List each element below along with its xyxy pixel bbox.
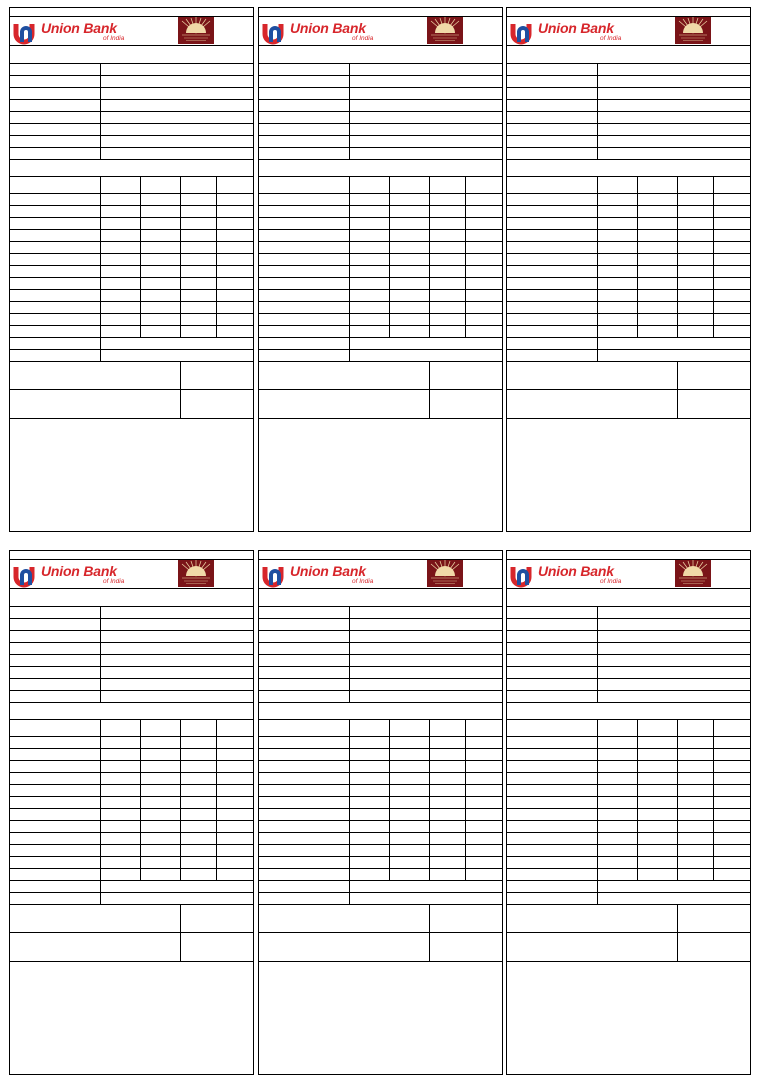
- form-row-rule: [507, 99, 750, 100]
- form-column-rule: [429, 176, 430, 337]
- form-column-rule: [713, 176, 714, 337]
- form-column-rule: [100, 176, 101, 361]
- form-column-rule: [100, 719, 101, 904]
- bank-name-sub: of India: [103, 35, 125, 42]
- form-row-rule: [10, 961, 253, 962]
- union-bank-logo-icon: [12, 561, 40, 589]
- form-row-rule: [507, 630, 750, 631]
- form-column-rule: [216, 719, 217, 880]
- form-row-rule: [259, 135, 502, 136]
- union-bank-logo-icon: [509, 561, 537, 589]
- bank-name-sub: of India: [352, 35, 374, 42]
- form-row-rule: [10, 654, 253, 655]
- form-row-rule: [10, 87, 253, 88]
- form-column-rule: [713, 719, 714, 880]
- form-row-rule: [10, 690, 253, 691]
- form-row-rule: [507, 559, 750, 560]
- form-row-rule: [259, 63, 502, 64]
- form-column-rule: [597, 606, 598, 702]
- form-column-rule: [637, 176, 638, 337]
- bank-name: Union Bank: [41, 20, 117, 36]
- form-row-rule: [10, 702, 253, 703]
- form-row-rule: [259, 389, 502, 390]
- form-row-rule: [507, 159, 750, 160]
- form-row-rule: [259, 588, 502, 589]
- form-column-rule: [349, 606, 350, 702]
- form-column-rule: [389, 719, 390, 880]
- form-column-rule: [677, 719, 678, 880]
- rising-sun-emblem-icon: [427, 559, 463, 587]
- form-row-rule: [10, 63, 253, 64]
- bank-logo: [509, 561, 643, 589]
- form-row-rule: [10, 559, 253, 560]
- deposit-slip-1: [9, 7, 254, 532]
- form-row-rule: [259, 147, 502, 148]
- bank-name: Union Bank: [41, 563, 117, 579]
- bank-name: Union Bank: [290, 563, 366, 579]
- form-row-rule: [259, 904, 502, 905]
- bank-name: Union Bank: [290, 20, 366, 36]
- form-column-rule: [429, 904, 430, 961]
- form-row-rule: [507, 666, 750, 667]
- bank-name-sub: of India: [600, 578, 622, 585]
- form-row-rule: [10, 389, 253, 390]
- form-row-rule: [10, 123, 253, 124]
- form-column-rule: [465, 719, 466, 880]
- form-row-rule: [507, 147, 750, 148]
- form-row-rule: [10, 99, 253, 100]
- bank-logo: [261, 561, 395, 589]
- union-bank-logo-icon: [261, 561, 289, 589]
- form-row-rule: [10, 147, 253, 148]
- form-row-rule: [507, 135, 750, 136]
- bank-logo: [509, 18, 643, 46]
- form-row-rule: [259, 702, 502, 703]
- form-row-rule: [507, 618, 750, 619]
- form-column-rule: [349, 719, 350, 904]
- form-column-rule: [597, 719, 598, 904]
- form-row-rule: [10, 349, 253, 350]
- form-row-rule: [259, 349, 502, 350]
- rising-sun-emblem-icon: [675, 559, 711, 587]
- form-column-rule: [429, 719, 430, 880]
- form-row-rule: [10, 904, 253, 905]
- form-row-rule: [259, 361, 502, 362]
- form-row-rule: [10, 618, 253, 619]
- form-row-rule: [10, 880, 253, 881]
- form-column-rule: [677, 904, 678, 961]
- form-row-rule: [10, 588, 253, 589]
- form-column-rule: [180, 176, 181, 337]
- form-row-rule: [259, 111, 502, 112]
- form-column-rule: [140, 719, 141, 880]
- form-row-rule: [10, 111, 253, 112]
- form-row-rule: [259, 892, 502, 893]
- rising-sun-emblem-icon: [427, 16, 463, 44]
- form-row-rule: [259, 642, 502, 643]
- form-row-rule: [10, 418, 253, 419]
- form-row-rule: [10, 606, 253, 607]
- bank-logo: [12, 561, 146, 589]
- rising-sun-emblem-icon: [675, 16, 711, 44]
- form-row-rule: [507, 75, 750, 76]
- form-row-rule: [507, 45, 750, 46]
- form-row-rule: [10, 16, 253, 17]
- form-column-rule: [216, 176, 217, 337]
- bank-logo: [12, 18, 146, 46]
- form-row-rule: [507, 349, 750, 350]
- union-bank-logo-icon: [12, 18, 40, 46]
- form-row-rule: [259, 87, 502, 88]
- bank-name-sub: of India: [352, 578, 374, 585]
- deposit-slip-4: [9, 550, 254, 1075]
- form-row-rule: [10, 630, 253, 631]
- form-column-rule: [597, 63, 598, 159]
- form-row-rule: [10, 135, 253, 136]
- form-row-rule: [259, 337, 502, 338]
- form-row-rule: [259, 666, 502, 667]
- form-row-rule: [507, 63, 750, 64]
- form-row-rule: [10, 337, 253, 338]
- form-row-rule: [259, 961, 502, 962]
- form-row-rule: [259, 654, 502, 655]
- form-row-rule: [10, 75, 253, 76]
- bank-name: Union Bank: [538, 563, 614, 579]
- bank-name-sub: of India: [600, 35, 622, 42]
- form-row-rule: [10, 678, 253, 679]
- bank-logo: [261, 18, 395, 46]
- form-column-rule: [180, 904, 181, 961]
- form-column-rule: [677, 361, 678, 418]
- form-row-rule: [507, 111, 750, 112]
- form-row-rule: [259, 880, 502, 881]
- form-column-rule: [100, 63, 101, 159]
- form-row-rule: [507, 932, 750, 933]
- form-row-rule: [259, 690, 502, 691]
- form-row-rule: [507, 892, 750, 893]
- form-row-rule: [10, 159, 253, 160]
- form-row-rule: [259, 559, 502, 560]
- form-row-rule: [259, 678, 502, 679]
- form-row-rule: [10, 642, 253, 643]
- form-row-rule: [10, 932, 253, 933]
- deposit-slip-2: [258, 7, 503, 532]
- form-row-rule: [507, 678, 750, 679]
- deposit-slip-6: [506, 550, 751, 1075]
- form-row-rule: [507, 880, 750, 881]
- form-row-rule: [259, 123, 502, 124]
- form-row-rule: [259, 630, 502, 631]
- form-column-rule: [597, 176, 598, 361]
- form-row-rule: [507, 642, 750, 643]
- form-row-rule: [507, 389, 750, 390]
- form-row-rule: [259, 99, 502, 100]
- form-row-rule: [259, 418, 502, 419]
- union-bank-logo-icon: [509, 18, 537, 46]
- form-column-rule: [180, 719, 181, 880]
- form-column-rule: [465, 176, 466, 337]
- form-row-rule: [507, 418, 750, 419]
- form-column-rule: [389, 176, 390, 337]
- form-row-rule: [507, 904, 750, 905]
- form-column-rule: [637, 719, 638, 880]
- form-column-rule: [140, 176, 141, 337]
- form-row-rule: [507, 16, 750, 17]
- form-column-rule: [349, 63, 350, 159]
- form-row-rule: [259, 606, 502, 607]
- form-row-rule: [10, 361, 253, 362]
- form-row-rule: [507, 588, 750, 589]
- form-row-rule: [507, 654, 750, 655]
- form-row-rule: [507, 690, 750, 691]
- form-row-rule: [507, 961, 750, 962]
- form-row-rule: [507, 123, 750, 124]
- form-column-rule: [100, 606, 101, 702]
- form-column-rule: [180, 361, 181, 418]
- rising-sun-emblem-icon: [178, 16, 214, 44]
- form-row-rule: [507, 606, 750, 607]
- deposit-slip-5: [258, 550, 503, 1075]
- form-row-rule: [507, 87, 750, 88]
- deposit-slip-3: [506, 7, 751, 532]
- rising-sun-emblem-icon: [178, 559, 214, 587]
- bank-name-sub: of India: [103, 578, 125, 585]
- form-column-rule: [349, 176, 350, 361]
- form-row-rule: [507, 337, 750, 338]
- form-row-rule: [259, 16, 502, 17]
- union-bank-logo-icon: [261, 18, 289, 46]
- form-row-rule: [259, 932, 502, 933]
- bank-name: Union Bank: [538, 20, 614, 36]
- form-row-rule: [259, 45, 502, 46]
- form-row-rule: [259, 159, 502, 160]
- form-row-rule: [507, 702, 750, 703]
- form-row-rule: [259, 75, 502, 76]
- form-column-rule: [429, 361, 430, 418]
- form-column-rule: [677, 176, 678, 337]
- form-row-rule: [507, 361, 750, 362]
- form-row-rule: [10, 892, 253, 893]
- form-row-rule: [259, 618, 502, 619]
- form-row-rule: [10, 45, 253, 46]
- form-row-rule: [10, 666, 253, 667]
